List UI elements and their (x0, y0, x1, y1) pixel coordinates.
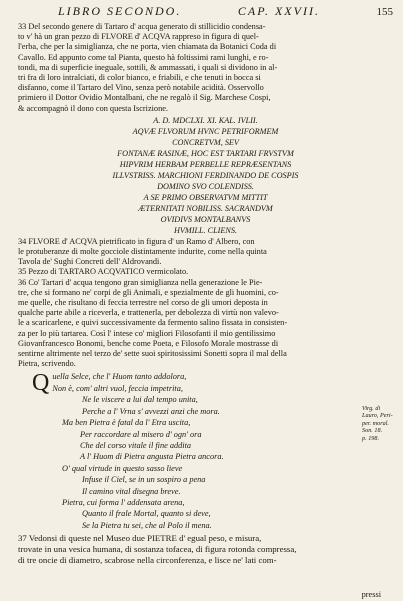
text-line: qualche parte abile a riceverla, e trattenerla, per debolezza di virtù non valevo- (18, 308, 279, 318)
text-line: le protuberanze di molte gocciole distintamente indurite, come nella quinta (18, 247, 267, 257)
paragraph-37 (18, 533, 393, 566)
margin-line: Lauro, Peri- (362, 412, 393, 420)
text-line: le a scaricarlene, e quivi successivamente da fermento salino fissata in consisten- (18, 318, 288, 328)
text-line: Pietra, scrivendo. (18, 359, 76, 369)
paragraph-35 (18, 267, 393, 277)
poem-line: Che del corso vitale il fine addita (80, 440, 192, 450)
poem-line: Non è, com' altri vuol, feccia impetrita, (52, 383, 183, 393)
inscription-line: ILLVSTRISS. MARCHIONI FERDINANDO DE COSPIS (112, 170, 299, 180)
text-line: 36 Co' Tartari d' acqua tengono gran simiglianza nella generazione le Pie- (18, 277, 263, 287)
header-chapter: CAP. XXVII. (237, 4, 320, 18)
text-line: 33 Del secondo genere di Tartaro d' acqua generato di stillicidio condensa- (18, 22, 266, 31)
inscription-line: FONTANÆ RASINÆ, HOC EST TARTARI FRVSTVM (117, 148, 294, 158)
catchword: pressi (361, 590, 381, 599)
text-line: 34 FLVORE d' ACQVA pietrificato in figura d' un Ramo d' Albero, con (18, 236, 255, 246)
text-line: di tre oncie di diametro, scabrose nella circonferenza, e lisce ne' lati com- (18, 555, 277, 566)
margin-line: Virg. di (362, 405, 381, 412)
poem-line: Ma ben Pietra è fatal da l' Etra uscita, (62, 418, 191, 428)
text-line: 35 Pezzo di TARTARO ACQVATICO vermicolato. (18, 267, 189, 277)
drop-cap: Q (32, 370, 50, 397)
text-line: za per lo più tartarea. Così l' intese co' migliori Filosofanti il mio gentilissimo (18, 328, 276, 338)
poem-line: Se la Pietra tu sei, che al Polo il mena. (82, 520, 212, 530)
text-line: to v' hà un gran pezzo di FLVORE d' ACQVA rappreso in figura di quel- (18, 32, 259, 42)
inscription-line: ÆTERNITATI NOBILISS. SACRANDVM (138, 203, 273, 213)
text-line: tre, che si formano ne' corpi de gli Animali, e spezialmente de gli huomini, co- (18, 287, 279, 297)
poem-line: Per raccordare al misero d' ogn' ora (80, 429, 202, 439)
inscription-line: HVMILL. CLIENS. (173, 225, 237, 235)
paragraph-36 (18, 278, 393, 370)
poem-line: A l' Huom di Pietra angusta Pietra ancora. (80, 452, 224, 462)
text-line: tondi, ma di superficie ineguale, sottili, & ammassati, i quali si dividono in al- (18, 62, 278, 72)
text-line: & accompagnò il dono con questa Iscrizione. (18, 103, 168, 113)
text-line: 37 Vedonsi di queste nel Museo due PIETRE d' egual peso, e misura, (18, 533, 262, 544)
poem-line: O' qual virtude in questo sasso lieve (62, 463, 183, 473)
text-line: sentirne altrimente nel terzo de' sette suoi spiritosissimi Sonetti sopra il mal della (18, 349, 287, 359)
poem-line: Pietra, cui forma l' addensata arena, (62, 497, 185, 507)
margin-line: Son. 18. (362, 427, 383, 435)
poem-line: Il camino vital disegna breve. (82, 486, 181, 496)
paragraph-34 (18, 237, 393, 268)
inscription-line: A SE PRIMO OBSERVATVM MITTIT (143, 192, 268, 202)
paragraph-33 (18, 22, 393, 114)
margin-line: p. 198. (362, 434, 380, 442)
text-line: Giovanfrancesco Bonomi, benche come Poeta, e Filosofo Morale mostrasse di (18, 338, 279, 348)
running-header (18, 4, 393, 19)
text-line: Tavola de' Sughi Concreti dell' Aldrovandi. (18, 257, 162, 267)
poem-line: Infuse il Ciel, se in un sospiro a pena (82, 475, 206, 485)
text-line: primiero il Dottor Ovidio Montalbani, che ne regalò il Sig. Marchese Cospi, (18, 93, 271, 103)
sonnet (18, 371, 393, 531)
text-line: disfanno, come il Tartaro del Vino, senza però notabile acidità. Osservollo (18, 83, 264, 93)
inscription-line: AQVÆ FLVORUM HVNC PETRIFORMEM (132, 126, 279, 136)
poem-line: Quanto il frale Mortal, quanto si deve, (82, 509, 211, 519)
poem-line: Ne le viscere a lui dal tempo unita, (82, 395, 198, 405)
header-title: LIBRO SECONDO. (58, 4, 182, 18)
inscription (18, 115, 393, 236)
inscription-line: OVIDIVS MONTALBANVS (160, 214, 251, 224)
margin-line: per. moral. (362, 419, 389, 427)
poem-line: Perche a l' Vrna s' avvezzi anzi che mora. (82, 406, 220, 416)
text-line: tri fra di loro intralciati, di color bianco, e friabili, e che tenuti in bocca si (18, 73, 261, 83)
inscription-line: CONCRETVM, SEV (172, 137, 239, 147)
text-line: me quelle, che risultano di feccia terrestre nel corso de gli umori deposta in (18, 298, 268, 308)
inscription-line: A. D. MDCLXI. XI. KAL. IVLII. (153, 115, 258, 125)
inscription-line: HIPVRIM HERBAM PERBELLE REPRÆSENTANS (119, 159, 292, 169)
text-line: l'erba, che per la simiglianza, che ne porta, vien chiamata da Botanici Coda di (18, 42, 277, 52)
inscription-line: DOMINO SVO COLENDISS. (157, 181, 254, 191)
text-line: trovate in una vesica humana, di sostanza tofacea, di figura rotonda compressa, (18, 544, 297, 555)
poem-line: uella Selce, che l' Huom tanto addolora, (52, 372, 187, 382)
page-number: 155 (376, 6, 393, 18)
text-line: Cavallo. Ed appunto come tal Pianta, questo hà foltissimi rami lunghi, e ro- (18, 52, 269, 62)
margin-note (362, 405, 400, 442)
